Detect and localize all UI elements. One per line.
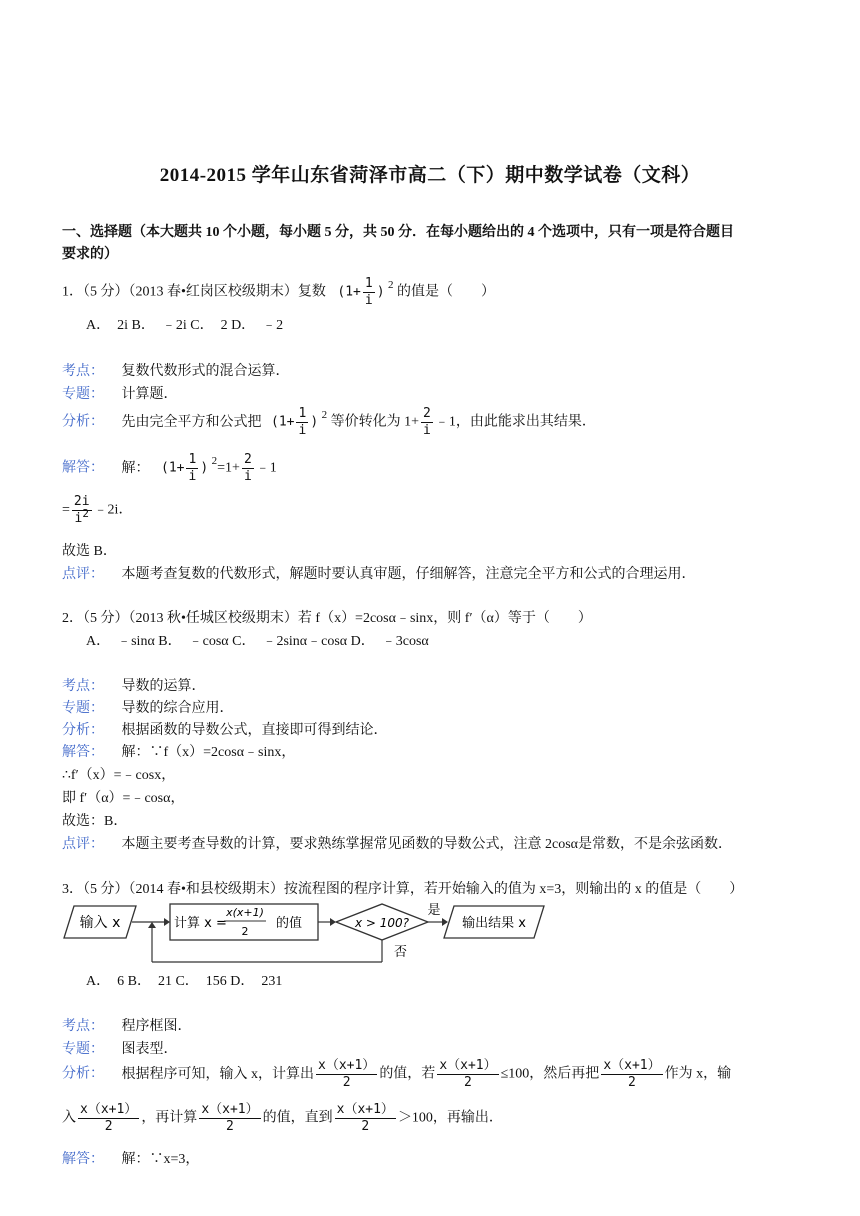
q2-dianping-row: [62, 833, 732, 853]
zhuanti-label: 专题：: [62, 1042, 104, 1057]
q3-frac2-num-3: x（x+1）: [336, 1102, 394, 1117]
q3-frac2-den-3: 2: [361, 1119, 370, 1134]
q1-choice: 故选 B．: [62, 544, 117, 559]
q1-dianping-row: [62, 563, 696, 583]
flow-calc-suffix: 的值: [276, 916, 303, 931]
q1-jieda-fraction: [242, 452, 254, 485]
q1-jieda-line2: = $\frac{2i}{i^2}$ ﹣2i．: [62, 494, 133, 526]
q1-jieda-row: [62, 452, 277, 485]
q3-kaodian: 程序框图．: [121, 1019, 192, 1034]
q2-zhuanti: 导数的综合应用．: [121, 701, 234, 716]
flow-arrowhead-1: [164, 918, 170, 926]
q1-zhuanti: 计算题．: [121, 387, 178, 402]
flow-calc-prefix: 计算 x =: [174, 916, 227, 931]
q1-jieda-prefix: 解：: [121, 460, 150, 476]
flow-arrowhead-yes: [442, 918, 448, 926]
q1-fenxi-expr-num: 1: [298, 406, 307, 421]
q1-fenxi-suffix: ﹣1，由此能求出其结果．: [434, 414, 596, 430]
q1-options: A． 2i B． ﹣2i C． 2 D． ﹣2: [86, 318, 284, 333]
q1-stem-prefix: 1．（5 分）（2013 春•红岗区校级期末）复数: [62, 284, 326, 300]
q3-frac2-den-1: 2: [104, 1119, 113, 1134]
q1-expr-close: ): [376, 284, 385, 300]
q3-frac2-den-2: 2: [226, 1119, 234, 1134]
q2-zhuanti-row: [62, 697, 234, 717]
q1-jieda-expr-num: 1: [188, 452, 197, 467]
q1-jieda-expr-fraction: [186, 452, 198, 485]
q1-jieda-expr-close: ): [200, 460, 209, 476]
section-heading: [62, 222, 734, 266]
q3-fenxi2-frac-3: [335, 1102, 396, 1135]
q1-jieda-suffix: ﹣1: [255, 460, 277, 476]
flow-cond-text: x > 100?: [354, 916, 410, 930]
jieda-label: 解答：: [62, 1152, 104, 1167]
q1-kaodian: 复数代数形式的混合运算．: [121, 364, 290, 379]
flow-yes-label: 是: [427, 903, 441, 918]
q2-jieda-row: [62, 741, 295, 761]
jieda-label: 解答：: [62, 460, 104, 476]
q1-line2-den-wrap: [72, 507, 92, 527]
q1-fenxi-row: [62, 406, 596, 439]
q2-fenxi: 根据函数的导数公式，直接即可得到结论．: [121, 723, 388, 738]
dianping-label: 点评：: [62, 837, 104, 852]
q3-fenxi-c: ≤100，然后再把: [500, 1066, 600, 1082]
q1-stem-suffix: 的值是（ ）: [397, 284, 496, 300]
kaodian-label: 考点：: [62, 679, 104, 694]
q1-fenxi-expr-open: (1+: [271, 414, 295, 430]
q1-fenxi-expression: [271, 406, 327, 439]
kaodian-label: 考点：: [62, 1019, 104, 1034]
q1-expr-fraction: [363, 276, 375, 309]
q1-jieda-num: 2: [243, 452, 252, 467]
jieda-label: 解答：: [62, 745, 104, 760]
q3-frac2-num-1: x（x+1）: [80, 1102, 138, 1117]
fenxi-label: 分析：: [62, 723, 104, 738]
zhuanti-label: 专题：: [62, 387, 104, 402]
kaodian-label: 考点：: [62, 364, 104, 379]
q2-jieda-line2: ∴f′（x）=﹣cosx，: [62, 768, 176, 783]
q1-jieda-expr-sup: 2: [211, 454, 218, 467]
question-3-stem: 3．（5 分）（2014 春•和县校级期末）按流程图的程序计算，若开始输入的值为 x=3，则输出的 x 的值是（ ）: [62, 882, 744, 897]
q1-fenxi-prefix: 先由完全平方和公式把: [121, 414, 262, 430]
q3-jieda: 解：∵x=3，: [121, 1152, 200, 1167]
flow-calc-den: 2: [241, 925, 249, 938]
q3-zhuanti-row: [62, 1038, 178, 1058]
q3-kaodian-row: [62, 1015, 192, 1035]
q1-jieda-expr-open: (1+: [161, 460, 185, 476]
q3-options: A． 6 B． 21 C． 156 D． 231: [86, 974, 283, 989]
flow-input-text: 输入 x: [79, 915, 121, 931]
q2-jieda: 解：∵f（x）=2cosα﹣sinx，: [121, 745, 296, 760]
q1-expr-sup: 2: [388, 278, 394, 291]
q1-expr-den: i: [364, 293, 373, 308]
q3-fenxi2-frac-1: [78, 1102, 139, 1135]
q3-frac-num-1: x（x+1）: [318, 1058, 376, 1073]
q2-kaodian: 导数的运算．: [121, 679, 206, 694]
q2-fenxi-row: [62, 719, 388, 739]
section-heading-line1: 一、选择题（本大题共 10 个小题，每小题 5 分，共 50 分．在每小题给出的 4 个选项中，只有一项是符合题目: [62, 225, 734, 240]
flowchart: [60, 898, 550, 968]
q3-fenxi2-frac-2: [199, 1102, 260, 1135]
page-title: 2014-2015 学年山东省菏泽市高二（下）期中数学试卷（文科）: [159, 165, 701, 186]
q3-fenxi-d: 作为 x，输: [664, 1066, 732, 1082]
q1-fenxi-mid: 等价转化为 1+: [330, 414, 420, 430]
q1-fenxi-num: 2: [423, 406, 431, 421]
flow-arrowhead-loop: [148, 922, 156, 928]
q1-fenxi-den: i: [423, 423, 431, 438]
q3-fenxi2-c: 的值，直到: [262, 1110, 333, 1126]
q2-jieda-line3: 即 f′（α）=﹣cosα，: [62, 791, 185, 806]
q1-jieda-expression: [161, 452, 217, 485]
flow-calc-num: x(x+1): [226, 906, 264, 919]
q3-fenxi-frac-1: [316, 1058, 377, 1091]
q3-fenxi-frac-2: [437, 1058, 498, 1091]
flow-no-label: 否: [394, 945, 408, 960]
q2-options: A． ﹣sinα B． ﹣cosα C． ﹣2sinα﹣cosα D． ﹣3cosα: [86, 634, 429, 649]
q3-fenxi-frac-3: [601, 1058, 662, 1091]
q3-zhuanti: 图表型．: [121, 1042, 178, 1057]
q2-jieda-line4: 故选：B．: [62, 814, 128, 829]
q2-dianping: 本题主要考查导数的计算，要求熟练掌握常见函数的导数公式，注意 2cosα是常数，不是余弦函数．: [121, 837, 732, 852]
q3-frac-den-1: 2: [342, 1075, 351, 1090]
question-1-stem: [62, 276, 495, 309]
q3-frac-den-2: 2: [464, 1075, 472, 1090]
q1-line2-fraction: [72, 494, 92, 527]
q3-fenxi2-d: ＞100，再输出．: [397, 1110, 503, 1126]
section-heading-line2: 要求的）: [62, 247, 118, 262]
q1-line2-den: i: [74, 511, 83, 526]
q1-fenxi-expr-sup: 2: [321, 408, 328, 421]
zhuanti-label: 专题：: [62, 701, 104, 716]
q3-fenxi-a: 根据程序可知，输入 x，计算出: [121, 1066, 314, 1082]
q1-fenxi-expr-den: i: [298, 423, 307, 438]
q1-jieda-den: i: [243, 469, 252, 484]
question-2-stem: 2．（5 分）（2013 秋•任城区校级期末）若 f（x）=2cosα﹣sinx，则 f′（α）等于（ ）: [62, 611, 592, 626]
fenxi-label: 分析：: [62, 1066, 104, 1082]
q3-fenxi-b: 的值，若: [379, 1066, 436, 1082]
q3-frac-num-2: x（x+1）: [439, 1058, 497, 1073]
q3-jieda-row: [62, 1148, 199, 1168]
flow-output-text: 输出结果 x: [462, 916, 526, 931]
q1-line2-suffix: ﹣2i．: [93, 502, 133, 518]
q1-line2-num: 2i: [73, 494, 90, 509]
dianping-label: 点评：: [62, 567, 104, 582]
q3-fenxi2-b: ，再计算: [141, 1110, 198, 1126]
q1-kaodian-row: [62, 360, 290, 380]
q1-zhuanti-row: [62, 383, 178, 403]
q2-kaodian-row: [62, 675, 206, 695]
q1-line2-den-sup: 2: [82, 507, 89, 520]
q1-expression: [337, 276, 393, 309]
q1-dianping: 本题考查复数的代数形式，解题时要认真审题，仔细解答，注意完全平方和公式的合理运用．: [121, 567, 696, 582]
q3-fenxi-row: [62, 1058, 731, 1091]
q1-fenxi-expr-fraction: [296, 406, 308, 439]
q3-frac2-num-2: x（x+1）: [201, 1102, 259, 1117]
q1-jieda-mid: =1+: [217, 460, 240, 476]
q1-fenxi-expr-close: ): [310, 414, 319, 430]
q3-fenxi-line2: [62, 1102, 503, 1135]
q1-expr-open: (1+: [337, 284, 361, 300]
q3-frac-num-3: x（x+1）: [603, 1058, 661, 1073]
q3-frac-den-3: 2: [628, 1075, 636, 1090]
q1-fenxi-fraction: [421, 406, 433, 439]
q1-expr-num: 1: [364, 276, 373, 291]
q3-fenxi2-a: 入: [62, 1110, 76, 1126]
q1-jieda-expr-den: i: [188, 469, 197, 484]
fenxi-label: 分析：: [62, 414, 104, 430]
